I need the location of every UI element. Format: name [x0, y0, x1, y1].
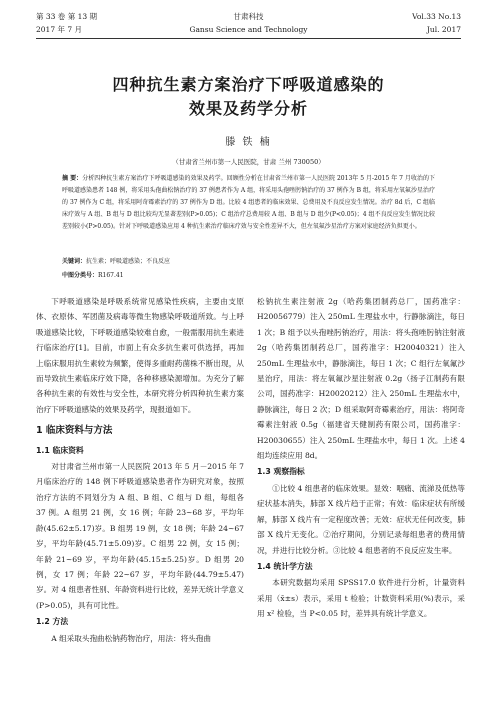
- keywords-text: 抗生素；呼吸道感染；不良反应: [86, 258, 171, 265]
- article-title-line2: 效果及药学分析: [188, 99, 308, 118]
- paragraph: 对甘肃省兰州市第一人民医院 2013 年 5 月－2015 年 7 月临床治疗的 148 例下呼吸道感染患者作为研究对象，按照治疗方法的不同划分为 A 组、B 组、C 组与 D 组，每组各 37 例。A 组男 21 例，女 16 例；年龄 23~68 岁，平均年龄(45.62±5.17)岁。B 组男 19 例，女 18 例；年龄 24~67 岁，平均年龄(45.71±5.09)岁。C 组男 22 例，女 15 例；年龄 21~69 岁，平均年龄(45.15±5.25)岁。D 组男 20 例，女 17 例；年龄 22~67 岁，平均年龄(44.79±5.47)岁。对 4 组患者性别、年龄资料进行比较，差异无统计学意义(P>0.05)，具有可比性。: [36, 462, 244, 610]
- clc-number: [62, 270, 124, 279]
- subsection-heading: 1.2 方法: [36, 617, 69, 627]
- section-heading: 1 临床资料与方法: [36, 425, 113, 437]
- abstract-label: 摘 要：: [62, 175, 83, 182]
- header-rule: [36, 38, 461, 39]
- issue-date-en: Jul. 2017: [426, 25, 461, 34]
- abstract: [62, 173, 435, 233]
- paragraph: ①比较 4 组患者的临床效果。显效：咽痛、流涕及低热等症状基本消失，肺部 X 线片趋于正常；有效：临床症状有所缓解，肺部 X 线片有一定程度改善；无效：症状无任何改变，肺部 X 线片无变化。②治疗期间，分别记录每组患者的费用情况，并进行比较分析。③比较 4 组患者的不良反应发生率。: [257, 483, 465, 555]
- subsection-heading: 1.3 观察指标: [257, 467, 305, 477]
- clc-text: R167.41: [98, 272, 124, 279]
- body-left-column: [36, 294, 244, 646]
- volume-issue-en: Vol.33 No.13: [412, 12, 461, 21]
- journal-name-cn: 甘肃科技: [233, 12, 264, 21]
- article-title-line1: 四种抗生素方案治疗下呼吸道感染的: [112, 75, 385, 94]
- paragraph: 本研究数据均采用 SPSS17.0 软件进行分析，计量资料采用（x̄±s）表示，采用 t 检验；计数资料采用(%)表示，采用 x² 检验，当 P<0.05 时，差异具有统计学意义。: [257, 578, 465, 619]
- issue-date: 2017 年 7 月: [36, 25, 83, 34]
- subsection-heading: 1.4 统计学方法: [257, 561, 313, 571]
- abstract-text: 分析四种抗生素方案治疗下呼吸道感染的效果及药学。回顾性分析在甘肃省兰州市第一人民医院 2013年 5 月-2015 年 7 月收治的下呼吸道感染患者 148 例，将采用头孢曲松钠治疗的 37 例患者作为 A 组，将采用头孢唑肟钠治疗的 37 例作为 B 组，将采用左氧氟沙星治疗的 37 例作为 C 组，将采用阿奇霉素治疗的 37 例作为 D 组。比较 4 组患者的临床效果、总费用及不良反应发生情况。治疗 8d 后，C 组临床疗效与 A 组、B 组与 D 组比较均无显著差别(P>0.05)；C 组治疗总费用较 A 组、B 组与 D 组少(P<0.05)；4 组不良反应发生情况比较差别较小(P>0.05)。针对下呼吸道感染应用 4 种抗生素治疗临床疗效与安全性差异不大，但左氧氟沙星治疗方案对家庭经济负担更小。: [62, 175, 436, 230]
- affiliation: （甘肃省兰州市第一人民医院，甘肃 兰州 730050）: [172, 158, 325, 166]
- volume-issue: 第 33 卷 第 13 期: [36, 12, 98, 21]
- paragraph: A 组采取头孢曲松钠药物治疗，用法：将头孢曲: [51, 633, 211, 643]
- paragraph: 松钠抗生素注射液 2g（哈药集团制药总厂，国药准字：H20056779）注入 250mL 生理盐水中，行静脉滴注，每日 1 次；B 组予以头孢唑肟钠治疗，用法：将头孢唑肟钠注射液 2g（哈药集团制药总厂，国药准字：H20040321）注入 250mL 生理盐水中，静脉滴注，每日 1 次；C 组行左氧氟沙星治疗，用法：将左氧氟沙星注射液 0.2g（扬子江制药有限公司，国药准字：H20020212）注入 250mL 生理盐水中，静脉滴注，每日 2 次；D 组采取阿奇霉素治疗，用法：将阿奇霉素注射液 0.5g（福建省天健制药有限公司，国药准字：H20030655）注入 250mL 生理盐水中，每日 1 次。上述 4 组均连续应用 8d。: [257, 297, 466, 461]
- body-right-column: [257, 294, 465, 622]
- subsection-heading: 1.1 临床资料: [36, 445, 84, 455]
- keywords: [62, 256, 170, 265]
- intro-paragraph: 下呼吸道感染是呼吸系统常见感染性疾病，主要由支原体、衣原体、军团菌及病毒等微生物感染呼吸道所致。与上呼吸道感染比较，下呼吸道感染较难自愈，一般需服用抗生素进行临床治疗[1]。目前，市面上有众多抗生素可供选择，再加上临床服用抗生素较为频繁，使得多重耐药菌株不断出现，从而导致抗生素临床疗效下降，各种移感染源增加。为充分了解各种抗生素的有效性与安全性，本研究将分析四种抗生素方案治疗下呼吸道感染的效果及药学，现报道如下。: [36, 297, 244, 414]
- clc-label: 中图分类号：: [62, 272, 99, 279]
- keywords-label: 关键词：: [62, 258, 87, 265]
- journal-name-en: Gansu Science and Technology: [189, 25, 308, 34]
- author: 滕 铁 楠: [225, 137, 272, 148]
